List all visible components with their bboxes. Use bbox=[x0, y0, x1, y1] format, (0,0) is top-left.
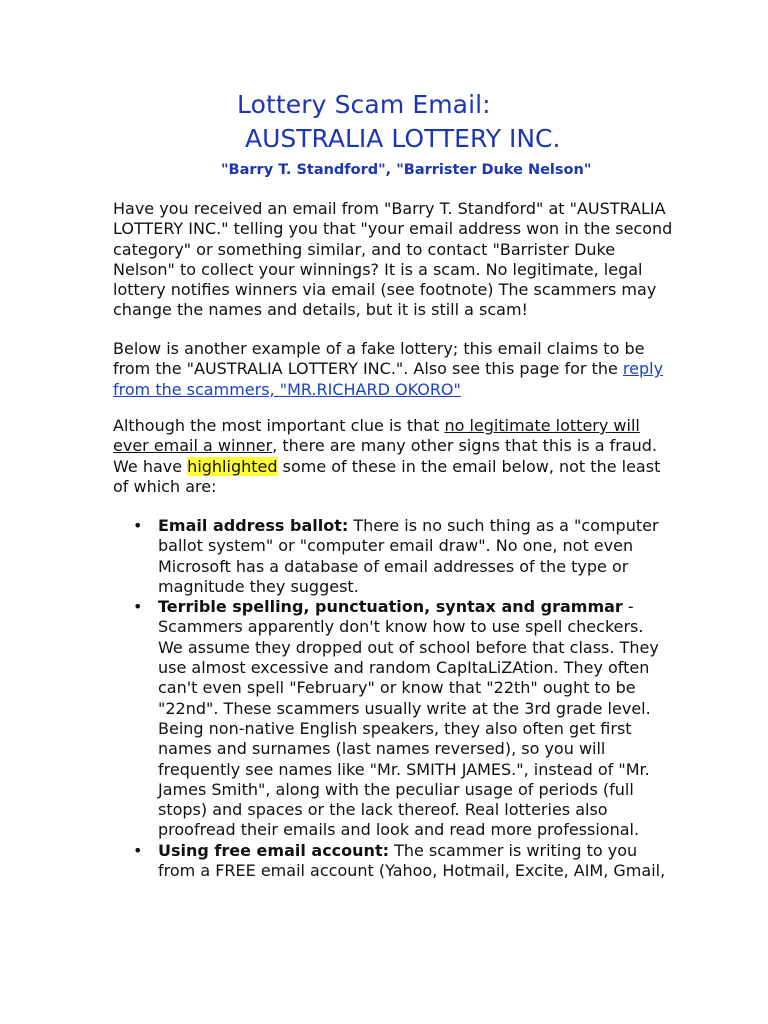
example-paragraph-text: Below is another example of a fake lottery; this email claims to be from the "AUSTRALIA LOTTERY INC.". Also see this page for the bbox=[113, 339, 645, 379]
scammer-reply-link[interactable]: reply from the scammers, "MR.RICHARD OKORO" bbox=[113, 359, 664, 399]
bullet-icon: • bbox=[133, 516, 143, 535]
page-title: Lottery Scam Email: bbox=[237, 90, 491, 119]
clue-text-middle: , there are many other signs that this is a fraud. We have bbox=[113, 436, 658, 476]
list-item-text: There is no such thing as a "computer ballot system" or "computer email draw". No one, not even Microsoft has a database of email addresses of the type or magnitude they suggest. bbox=[158, 516, 659, 596]
list-item-text: The scammer is writing to you from a FREE email account (Yahoo, Hotmail, Excite, AIM, Gmail, bbox=[158, 840, 666, 881]
list-item bbox=[113, 597, 673, 841]
clue-text-after: some of these in the email below, not the least of which are: bbox=[113, 456, 661, 496]
list-item-heading: Terrible spelling, punctuation, syntax and grammar bbox=[158, 597, 623, 617]
list-item-text: - Scammers apparently don't know how to use spell checkers. We assume they dropped out of school before that class. They use almost excessive and random CapItaLiZAtion. They often can't even spell "February" or know that "22th" ought to be "22nd". These scammers usually write at the 3rd grade level. Being non-native English speakers, they also often get first names and surnames (last names reversed), so you will frequently see names like "Mr. SMITH JAMES.", instead of "Mr. James Smith", along with the peculiar usage of periods (full stops) and spaces or the lack thereof. Real lotteries also proofread their emails and look and read more professional. bbox=[158, 597, 659, 840]
example-paragraph bbox=[113, 339, 673, 400]
warning-signs-list bbox=[113, 516, 673, 881]
clue-underlined-text: no legitimate lottery will ever email a winner bbox=[113, 416, 640, 456]
list-item-heading: Email address ballot: bbox=[158, 516, 349, 535]
list-item bbox=[113, 841, 673, 882]
intro-paragraph: Have you received an email from "Barry T. Standford" at "AUSTRALIA LOTTERY INC." telling you that "your email address won in the second category" or something similar, and to contact "Barrister Duke Nelson" to collect your winnings? It is a scam. No legitimate, legal lottery notifies winners via email (see footnote) The scammers may change the names and details, but it is still a scam! bbox=[113, 199, 673, 320]
highlighted-word: highlighted bbox=[187, 456, 278, 476]
page-title-company: AUSTRALIA LOTTERY INC. bbox=[245, 124, 561, 153]
page-subtitle: "Barry T. Standford", "Barrister Duke Nelson" bbox=[221, 162, 592, 178]
list-item-heading: Using free email account: bbox=[158, 840, 389, 860]
bullet-icon: • bbox=[133, 597, 143, 617]
bullet-icon: • bbox=[133, 840, 143, 860]
clue-paragraph bbox=[113, 416, 673, 497]
list-item bbox=[113, 516, 673, 597]
clue-text-before: Although the most important clue is that bbox=[113, 416, 440, 435]
